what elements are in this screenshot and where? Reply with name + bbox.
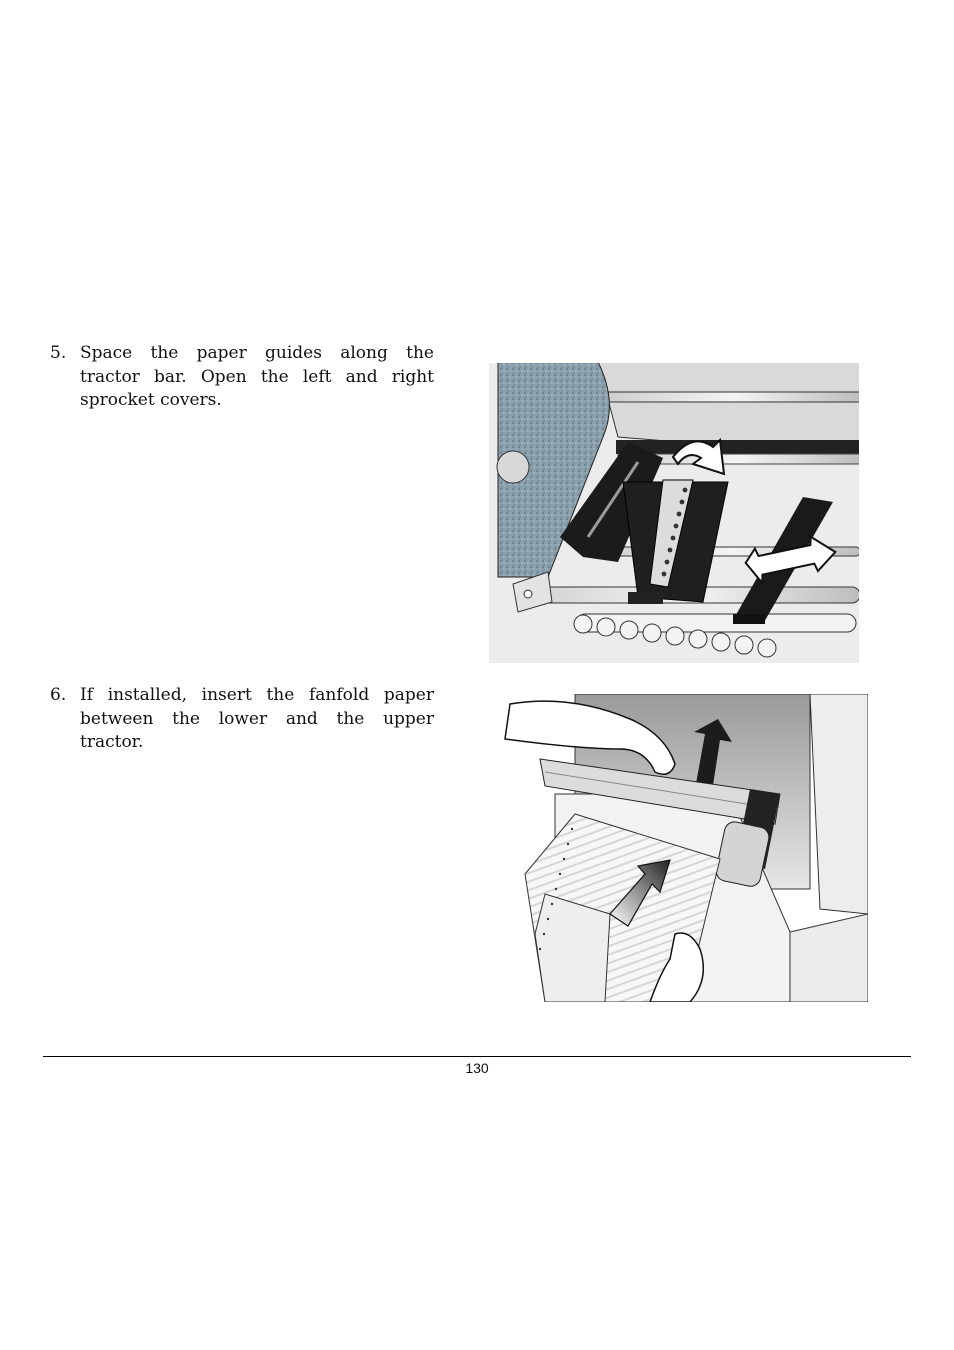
footer-rule <box>43 1056 911 1057</box>
step-text: If installed, insert the fanfold paper between the lower and the upper tractor. <box>80 685 434 752</box>
tractor-sprocket-cover-illustration <box>488 362 860 664</box>
step-6 <box>50 684 434 755</box>
step-number: 6. <box>50 685 67 705</box>
step-5 <box>50 342 434 413</box>
step-number: 5. <box>50 343 67 363</box>
page-number: 130 <box>465 1060 489 1076</box>
step-text: Space the paper guides along the tractor bar. Open the left and right sprocket covers. <box>80 343 434 410</box>
fanfold-paper-insertion-illustration <box>480 694 868 1002</box>
